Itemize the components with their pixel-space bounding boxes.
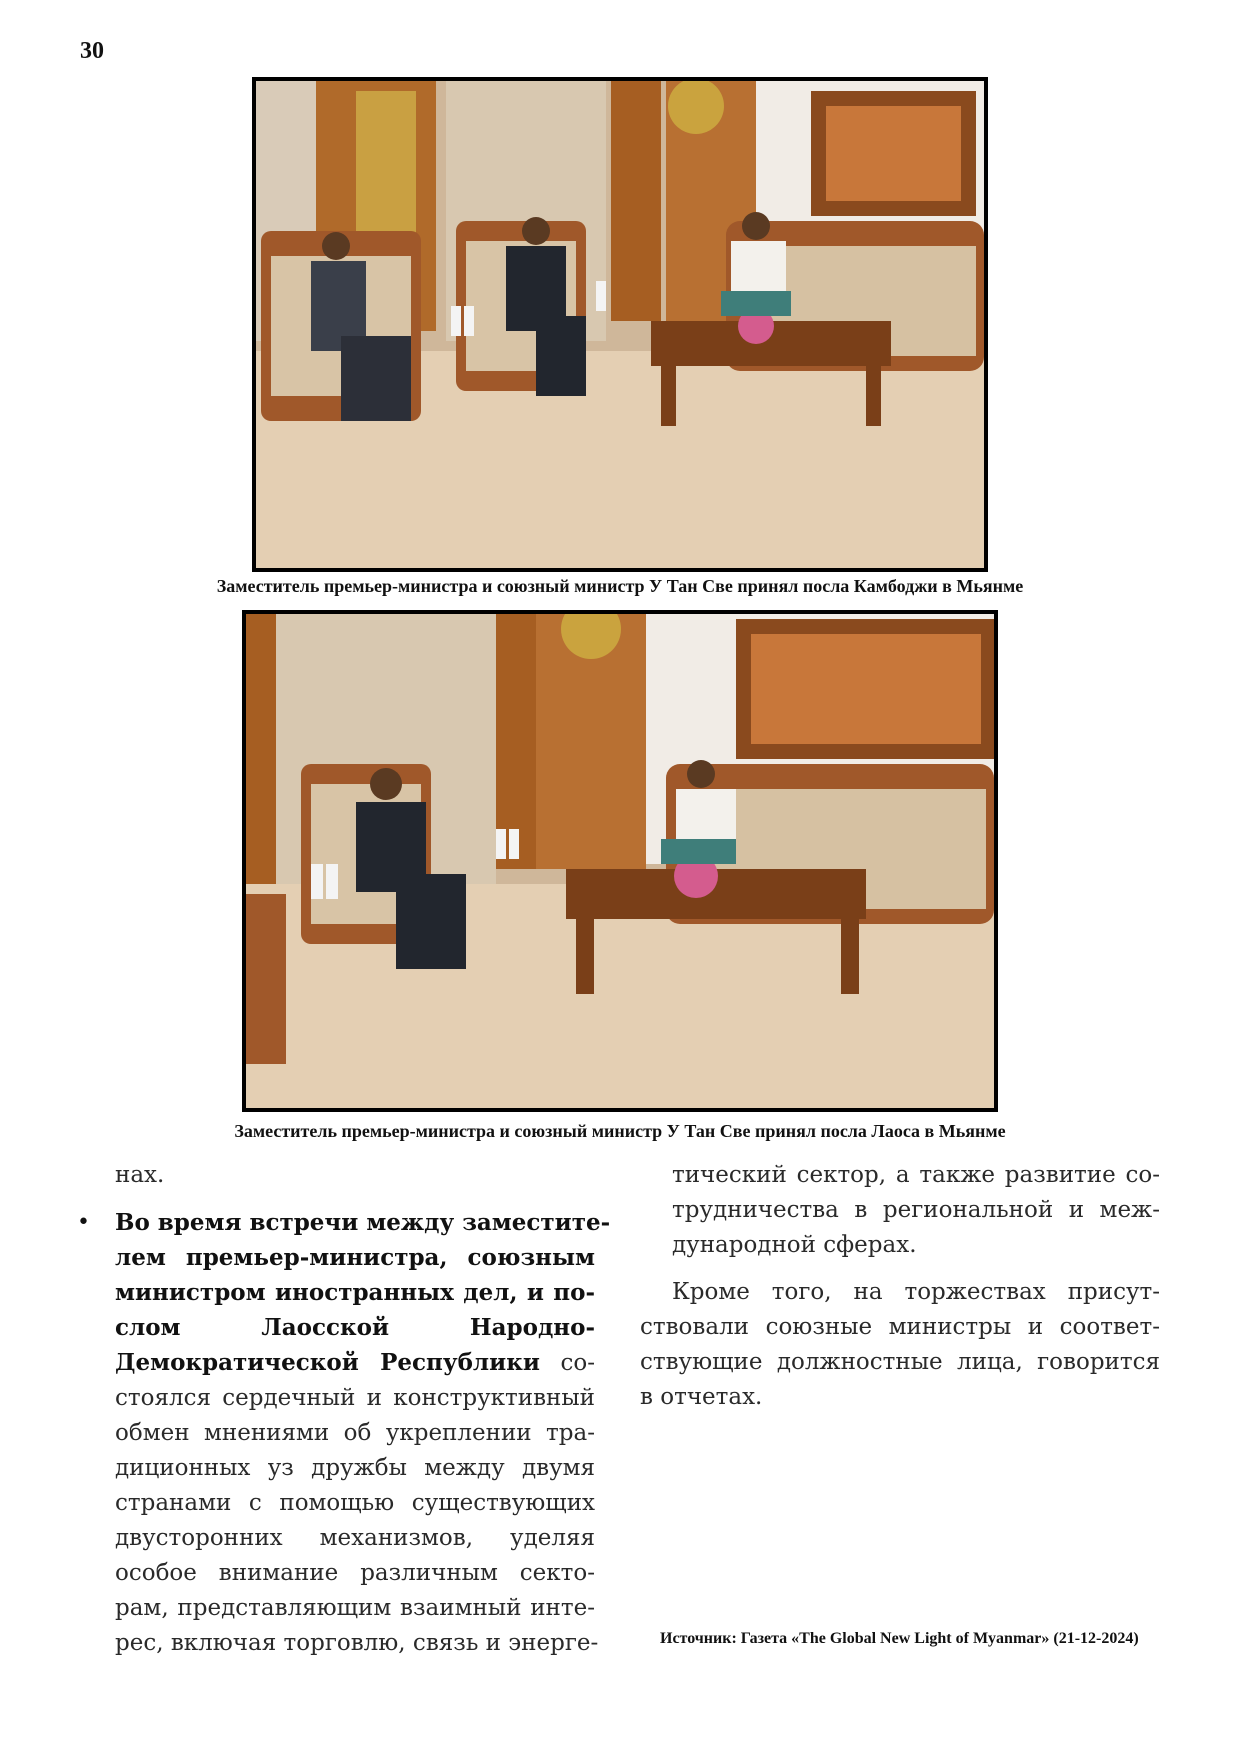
bullet-line: странами с помощью существующих [115, 1490, 595, 1516]
page-number: 30 [80, 38, 104, 64]
bullet-line: рес, включая торговлю, связь и энерге- [115, 1630, 599, 1656]
bullet-after-bold: со- [539, 1350, 596, 1376]
paragraph-line: ствующие должностные лица, говорится [640, 1349, 1160, 1375]
bullet-mixed-line [115, 1345, 595, 1381]
bullet-bold-line: министром иностранных дел, и по- [115, 1279, 595, 1306]
bullet-line: двусторонних механизмов, уделяя [115, 1525, 595, 1551]
bullet-line: обмен мнениями об укреплении тра- [115, 1420, 595, 1446]
paragraph-line: тический сектор, а также развитие со- [672, 1162, 1160, 1188]
bullet-line: рам, представляющим взаимный инте- [115, 1595, 595, 1621]
paragraph-closing [640, 1275, 1160, 1415]
photo-cambodia-meeting [252, 77, 988, 572]
bullet-bold-line: слом Лаосской Народно- [115, 1314, 595, 1341]
left-column [77, 1158, 611, 1661]
paragraph-line: трудничества в региональной и меж- [672, 1197, 1160, 1223]
photo-laos-meeting [242, 610, 998, 1112]
paragraph-line: в отчетах. [640, 1384, 763, 1410]
paragraph-line: дународной сферах. [672, 1232, 917, 1258]
bullet-line: стоялся сердечный и конструктивный [115, 1385, 595, 1411]
paragraph-lead-line: нах. [115, 1162, 165, 1188]
photo-illustration [256, 81, 984, 568]
photo-illustration [246, 614, 994, 1108]
bullet-bold-line: лем премьер-министра, союзным [115, 1244, 595, 1271]
bullet-icon: • [77, 1210, 90, 1235]
photo-caption-cambodia: Заместитель премьер-министра и союзный министр У Тан Све принял посла Камбоджи в Мьянме [216, 576, 1024, 596]
bullet-bold-end: Демократической Республики [115, 1349, 540, 1376]
paragraph-continuation [640, 1158, 1160, 1263]
right-column [640, 1158, 1160, 1415]
bullet-item [77, 1205, 611, 1661]
paragraph-line: Кроме того, на торжествах присут- [672, 1279, 1160, 1305]
photo-caption-laos: Заместитель премьер-министра и союзный министр У Тан Све принял посла Лаоса в Мьянме [234, 1121, 1006, 1141]
paragraph-line: ствовали союзные министры и соответ- [640, 1314, 1160, 1340]
bullet-line: особое внимание различным секто- [115, 1560, 595, 1586]
bullet-line: диционных уз дружбы между двумя [115, 1455, 595, 1481]
bullet-bold-line: Во время встречи между заместите- [115, 1209, 611, 1236]
source-attribution: Источник: Газета «The Global New Light of Myanmar» (21-12-2024) [660, 1630, 1139, 1647]
